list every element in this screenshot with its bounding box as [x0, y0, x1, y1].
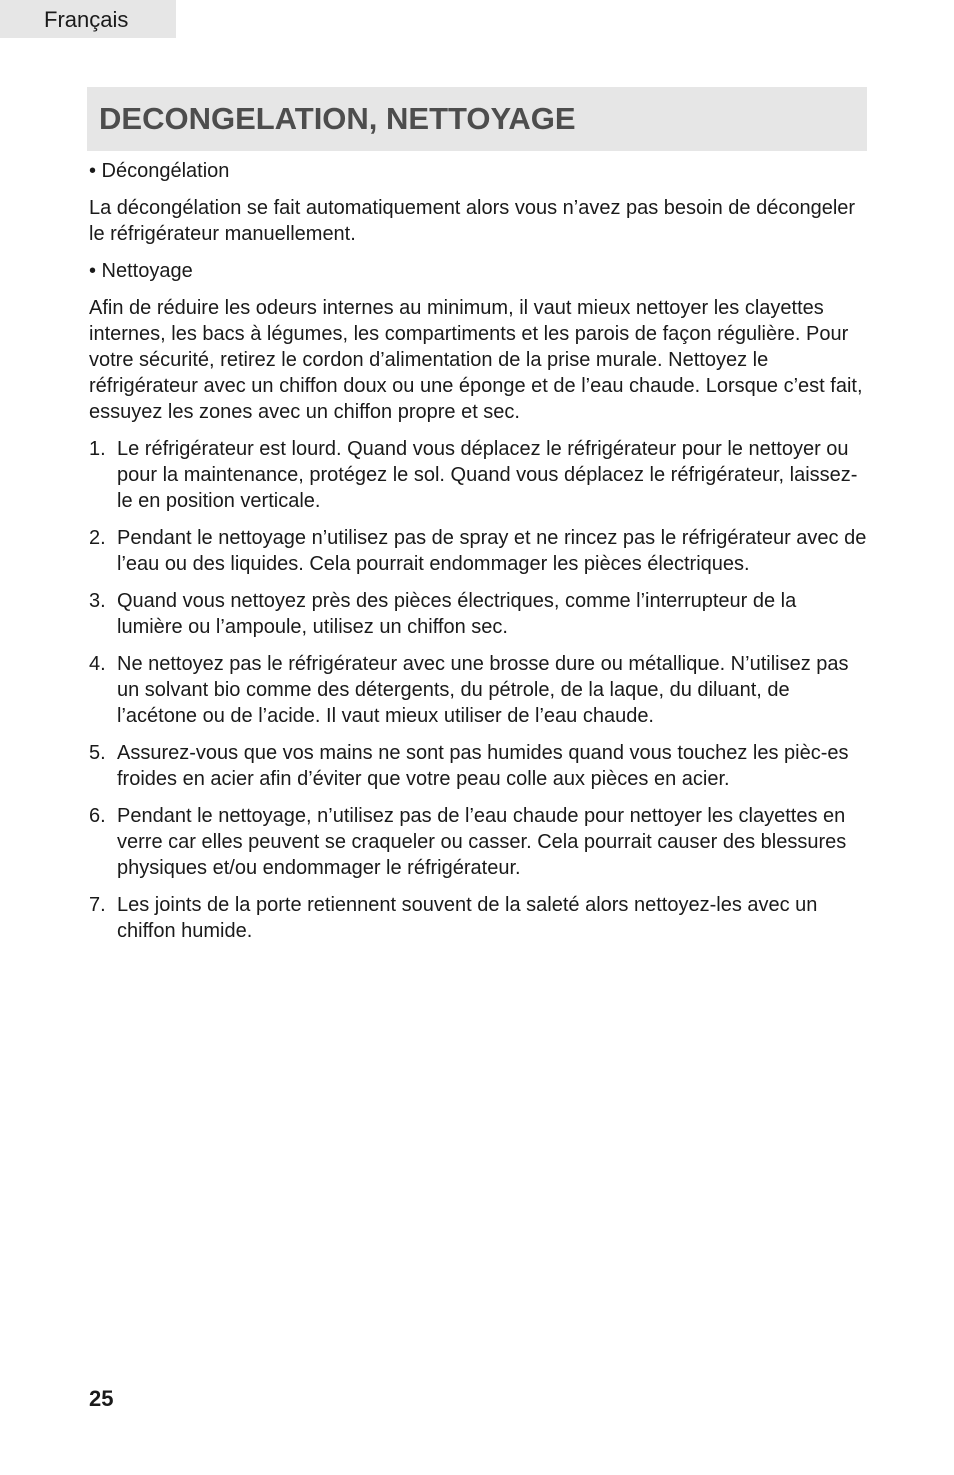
cleaning-heading: • Nettoyage [89, 260, 193, 282]
list-item [89, 651, 867, 729]
list-item [89, 740, 867, 792]
step-text: Le réfrigérateur est lourd. Quand vous déplacez le réfrigérateur pour le nettoyer ou pour la maintenance, protégez le sol. Quand vous déplacez le réfrigérateur, laissez-le en position verticale. [117, 438, 858, 512]
cleaning-steps-list [89, 436, 867, 944]
step-number: 6. [89, 805, 106, 827]
list-item [89, 436, 867, 514]
step-text: Pendant le nettoyage n’utilisez pas de spray et ne rincez pas le réfrigérateur avec de l’eau ou des liquides. Cela pourrait endommager les pièces électriques. [117, 527, 867, 575]
step-number: 1. [89, 438, 106, 460]
language-label: Français [44, 7, 129, 32]
defrost-heading: • Décongélation [89, 160, 230, 182]
step-text: Assurez-vous que vos mains ne sont pas humides quand vous touchez les pièc-es froides en acier afin d’éviter que votre peau colle aux pièces en acier. [117, 742, 849, 790]
step-number: 4. [89, 653, 106, 675]
page-title: DECONGELATION, NETTOYAGE [99, 101, 576, 136]
step-text: Pendant le nettoyage, n’utilisez pas de l’eau chaude pour nettoyer les clayettes en verre car elles peuvent se craqueler ou casser. Cela pourrait causer des blessures physiques et/ou endommager le réfrigérateur. [117, 805, 847, 879]
page-content [89, 158, 867, 955]
step-number: 3. [89, 590, 106, 612]
language-tab [0, 0, 176, 38]
list-item [89, 588, 867, 640]
step-number: 2. [89, 527, 106, 549]
defrost-paragraph: La décongélation se fait automatiquement alors vous n’avez pas besoin de décongeler le réfrigérateur manuellement. [89, 197, 856, 245]
list-item [89, 803, 867, 881]
section-title-bar [87, 87, 867, 151]
cleaning-paragraph: Afin de réduire les odeurs internes au minimum, il vaut mieux nettoyer les clayettes internes, les bacs à légumes, les compartiments et les parois de façon régulière. Pour votre sécurité, retirez le cordon d’alimentation de la prise murale. Nettoyez le réfrigérateur avec un chiffon doux ou une éponge et de l’eau chaude. Lorsque c’est fait, essuyez les zones avec un chiffon propre et sec. [89, 297, 863, 423]
page-number: 25 [89, 1386, 114, 1411]
step-number: 5. [89, 742, 106, 764]
list-item [89, 525, 867, 577]
step-text: Quand vous nettoyez près des pièces électriques, comme l’interrupteur de la lumière ou l’ampoule, utilisez un chiffon sec. [117, 590, 797, 638]
list-item [89, 892, 867, 944]
step-number: 7. [89, 894, 106, 916]
step-text: Les joints de la porte retiennent souvent de la saleté alors nettoyez-les avec un chiffon humide. [117, 894, 818, 942]
step-text: Ne nettoyez pas le réfrigérateur avec une brosse dure ou métallique. N’utilisez pas un solvant bio comme des détergents, du pétrole, de la laque, du diluant, de l’acétone ou de l’acide. Il vaut mieux utiliser de l’eau chaude. [117, 653, 849, 727]
